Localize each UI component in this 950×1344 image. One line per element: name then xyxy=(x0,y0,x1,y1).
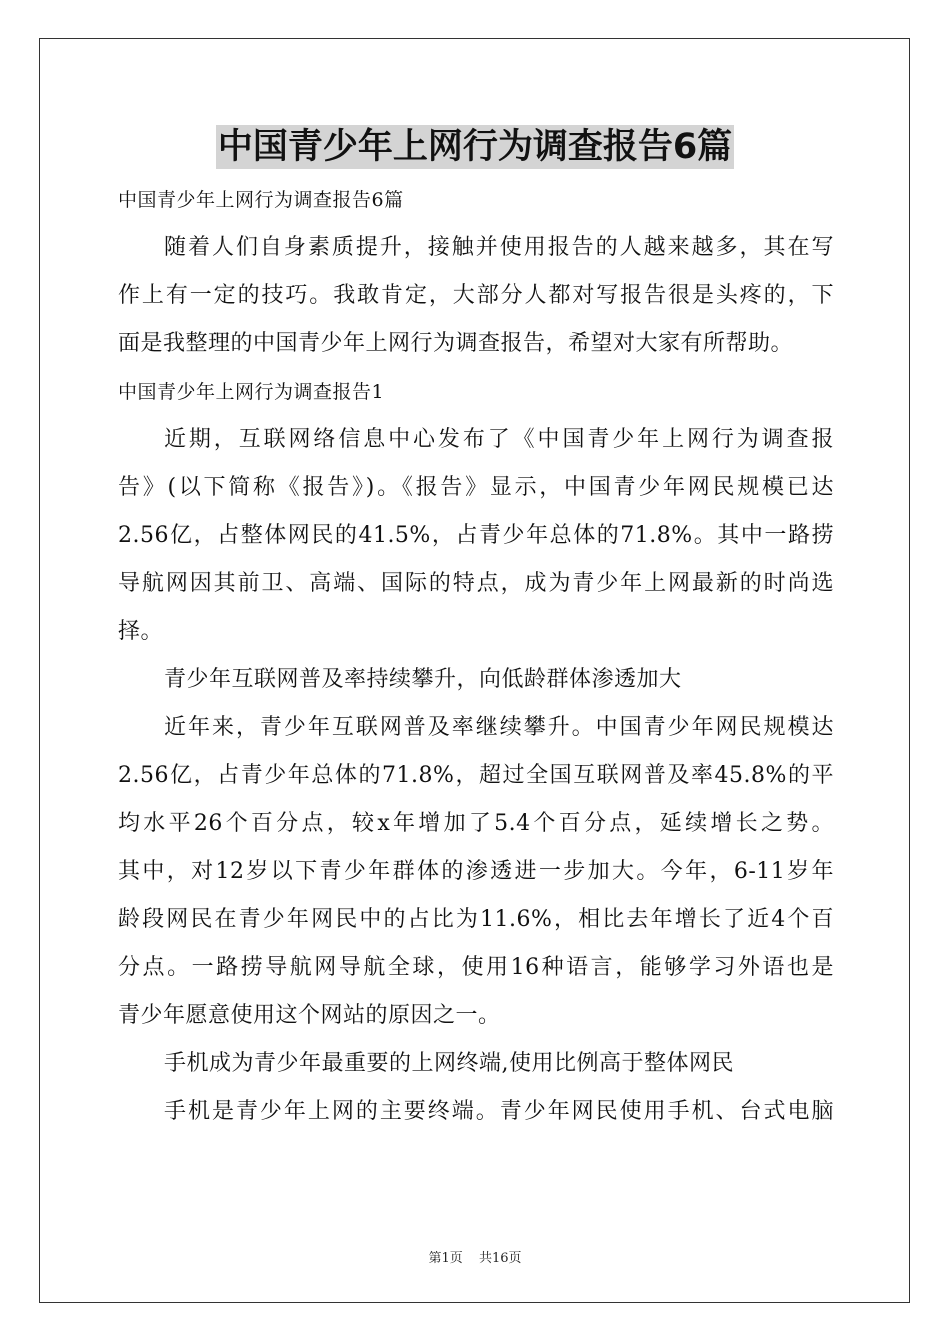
para2-line-3: 均水平26个百分点，较x年增加了5.4个百分点，延续增长之势。 xyxy=(118,811,834,836)
title-container xyxy=(0,125,950,169)
document-title: 中国青少年上网行为调查报告6篇 xyxy=(217,127,733,167)
section1-heading: 中国青少年上网行为调查报告1 xyxy=(118,381,385,403)
intro-line-3: 面是我整理的中国青少年上网行为调查报告，希望对大家有所帮助。 xyxy=(118,331,794,356)
intro-line-2: 作上有一定的技巧。我敢肯定，大部分人都对写报告很是头疼的，下 xyxy=(118,283,834,308)
para1-line-1: 近期，互联网络信息中心发布了《中国青少年上网行为调查报 xyxy=(164,427,834,452)
para1-line-2: 告》(以下简称《报告》)。《报告》显示，中国青少年网民规模已达 xyxy=(118,475,834,500)
page-total: 共16页 xyxy=(478,1251,522,1266)
para1-line-5: 择。 xyxy=(118,619,164,644)
para2-line-5: 龄段网民在青少年网民中的占比为11.6%，相比去年增长了近4个百 xyxy=(118,907,834,932)
subheading-penetration: 青少年互联网普及率持续攀升，向低龄群体渗透加大 xyxy=(164,667,682,692)
subheading-mobile: 手机成为青少年最重要的上网终端,使用比例高于整体网民 xyxy=(164,1051,734,1076)
document-body xyxy=(118,176,834,1136)
page-footer xyxy=(0,1247,950,1266)
para2-line-1: 近年来，青少年互联网普及率继续攀升。中国青少年网民规模达 xyxy=(164,715,834,740)
para2-line-4: 其中，对12岁以下青少年群体的渗透进一步加大。今年，6-11岁年 xyxy=(118,859,834,884)
para2-line-6: 分点。一路捞导航网导航全球，使用16种语言，能够学习外语也是 xyxy=(118,955,834,980)
document-subtitle: 中国青少年上网行为调查报告6篇 xyxy=(118,189,404,211)
para2-line-7: 青少年愿意使用这个网站的原因之一。 xyxy=(118,1003,501,1028)
para1-line-3: 2.56亿，占整体网民的41.5%，占青少年总体的71.8%。其中一路捞 xyxy=(118,523,834,548)
page-number: 第1页 xyxy=(428,1251,463,1266)
intro-line-1: 随着人们自身素质提升，接触并使用报告的人越来越多，其在写 xyxy=(164,235,834,260)
para1-line-4: 导航网因其前卫、高端、国际的特点，成为青少年上网最新的时尚选 xyxy=(118,571,834,596)
para2-line-2: 2.56亿，占青少年总体的71.8%，超过全国互联网普及率45.8%的平 xyxy=(118,763,834,788)
para3-line-1: 手机是青少年上网的主要终端。青少年网民使用手机、台式电脑 xyxy=(164,1099,834,1124)
